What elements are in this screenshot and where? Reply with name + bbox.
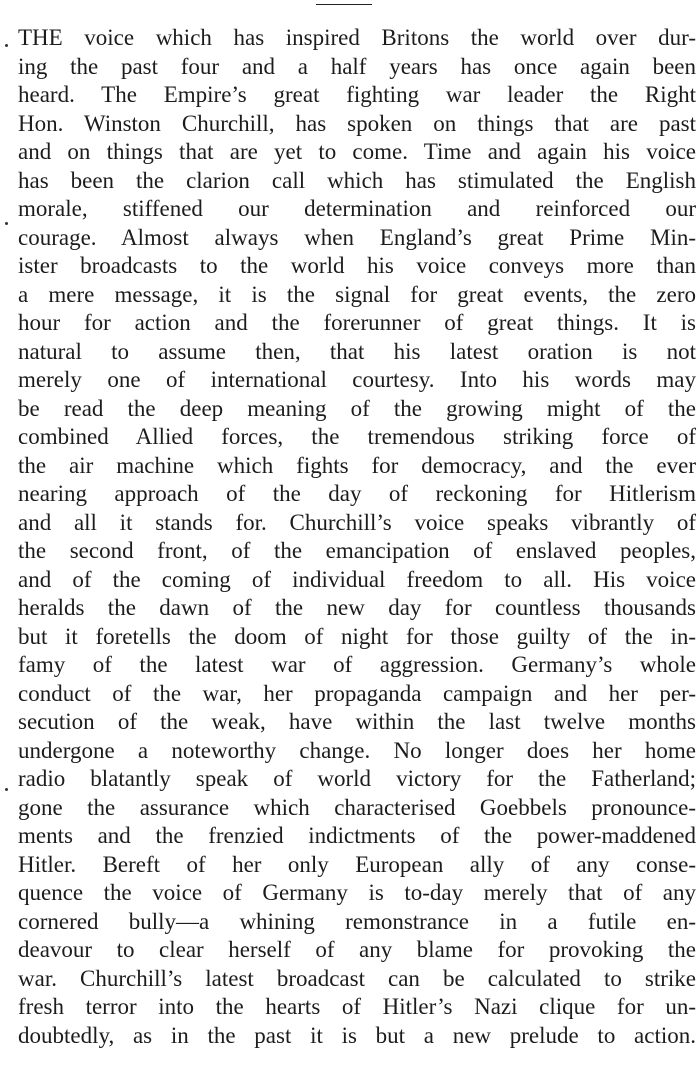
text-line: fresh terror into the hearts of Hitler’s Nazi clique for un- <box>18 994 696 1019</box>
text-line: ister broadcasts to the world his voice conveys more than <box>18 253 696 278</box>
text-line: doubtedly, as in the past it is but a new prelude to action. <box>18 1022 696 1048</box>
text-line: Hitler. Bereft of her only European ally of any conse- <box>18 851 696 877</box>
text-line: ments and the frenzied indictments of the power-maddened <box>18 823 696 848</box>
text-line: THE voice which has inspired Britons the world over dur- <box>18 25 696 50</box>
margin-speck <box>5 788 8 791</box>
text-line: conduct of the war, her propaganda campaign and her per- <box>18 680 696 706</box>
text-line: natural to assume then, that his latest oration is not <box>18 338 696 364</box>
text-line: and of the coming of individual freedom to all. His voice <box>18 566 696 592</box>
text-line: secution of the weak, have within the last twelve months <box>18 709 696 734</box>
text-line: merely one of international courtesy. Into his words may <box>18 367 696 392</box>
text-line: war. Churchill’s latest broadcast can be calculated to strike <box>18 965 696 991</box>
text-line: courage. Almost always when England’s great Prime Min- <box>18 224 696 250</box>
text-line: Hon. Winston Churchill, has spoken on things that are past <box>18 110 696 136</box>
text-line: be read the deep meaning of the growing might of the <box>18 395 696 421</box>
top-rule <box>316 4 372 5</box>
text-line: undergone a noteworthy change. No longer does her home <box>18 737 696 763</box>
text-line: gone the assurance which characterised Goebbels pronounce- <box>18 794 696 820</box>
text-line: has been the clarion call which has stimulated the English <box>18 167 696 193</box>
text-line: the second front, of the emancipation of enslaved peoples, <box>18 538 696 563</box>
text-line: cornered bully—a whining remonstrance in a futile en- <box>18 908 696 934</box>
article-body <box>0 24 700 1050</box>
text-line: quence the voice of Germany is to-day merely that of any <box>18 880 696 905</box>
text-line: and on things that are yet to come. Time and again his voice <box>18 139 696 164</box>
text-line: heralds the dawn of the new day for countless thousands <box>18 595 696 620</box>
text-line: combined Allied forces, the tremendous striking force of <box>18 424 696 449</box>
text-line: famy of the latest war of aggression. Germany’s whole <box>18 652 696 677</box>
margin-speck <box>5 44 8 47</box>
text-line: morale, stiffened our determination and reinforced our <box>18 196 696 221</box>
text-line: a mere message, it is the signal for great events, the zero <box>18 281 696 307</box>
text-line: ing the past four and a half years has once again been <box>18 53 696 79</box>
text-line: hour for action and the forerunner of great things. It is <box>18 310 696 335</box>
text-line: heard. The Empire’s great fighting war leader the Right <box>18 82 696 107</box>
text-line: radio blatantly speak of world victory for the Fatherland; <box>18 766 696 791</box>
margin-speck <box>5 222 8 225</box>
text-line: nearing approach of the day of reckoning for Hitlerism <box>18 481 696 506</box>
text-line: the air machine which fights for democracy, and the ever <box>18 452 696 478</box>
text-line: deavour to clear herself of any blame for provoking the <box>18 937 696 962</box>
text-line: and all it stands for. Churchill’s voice speaks vibrantly of <box>18 509 696 535</box>
text-line: but it foretells the doom of night for those guilty of the in- <box>18 623 696 649</box>
